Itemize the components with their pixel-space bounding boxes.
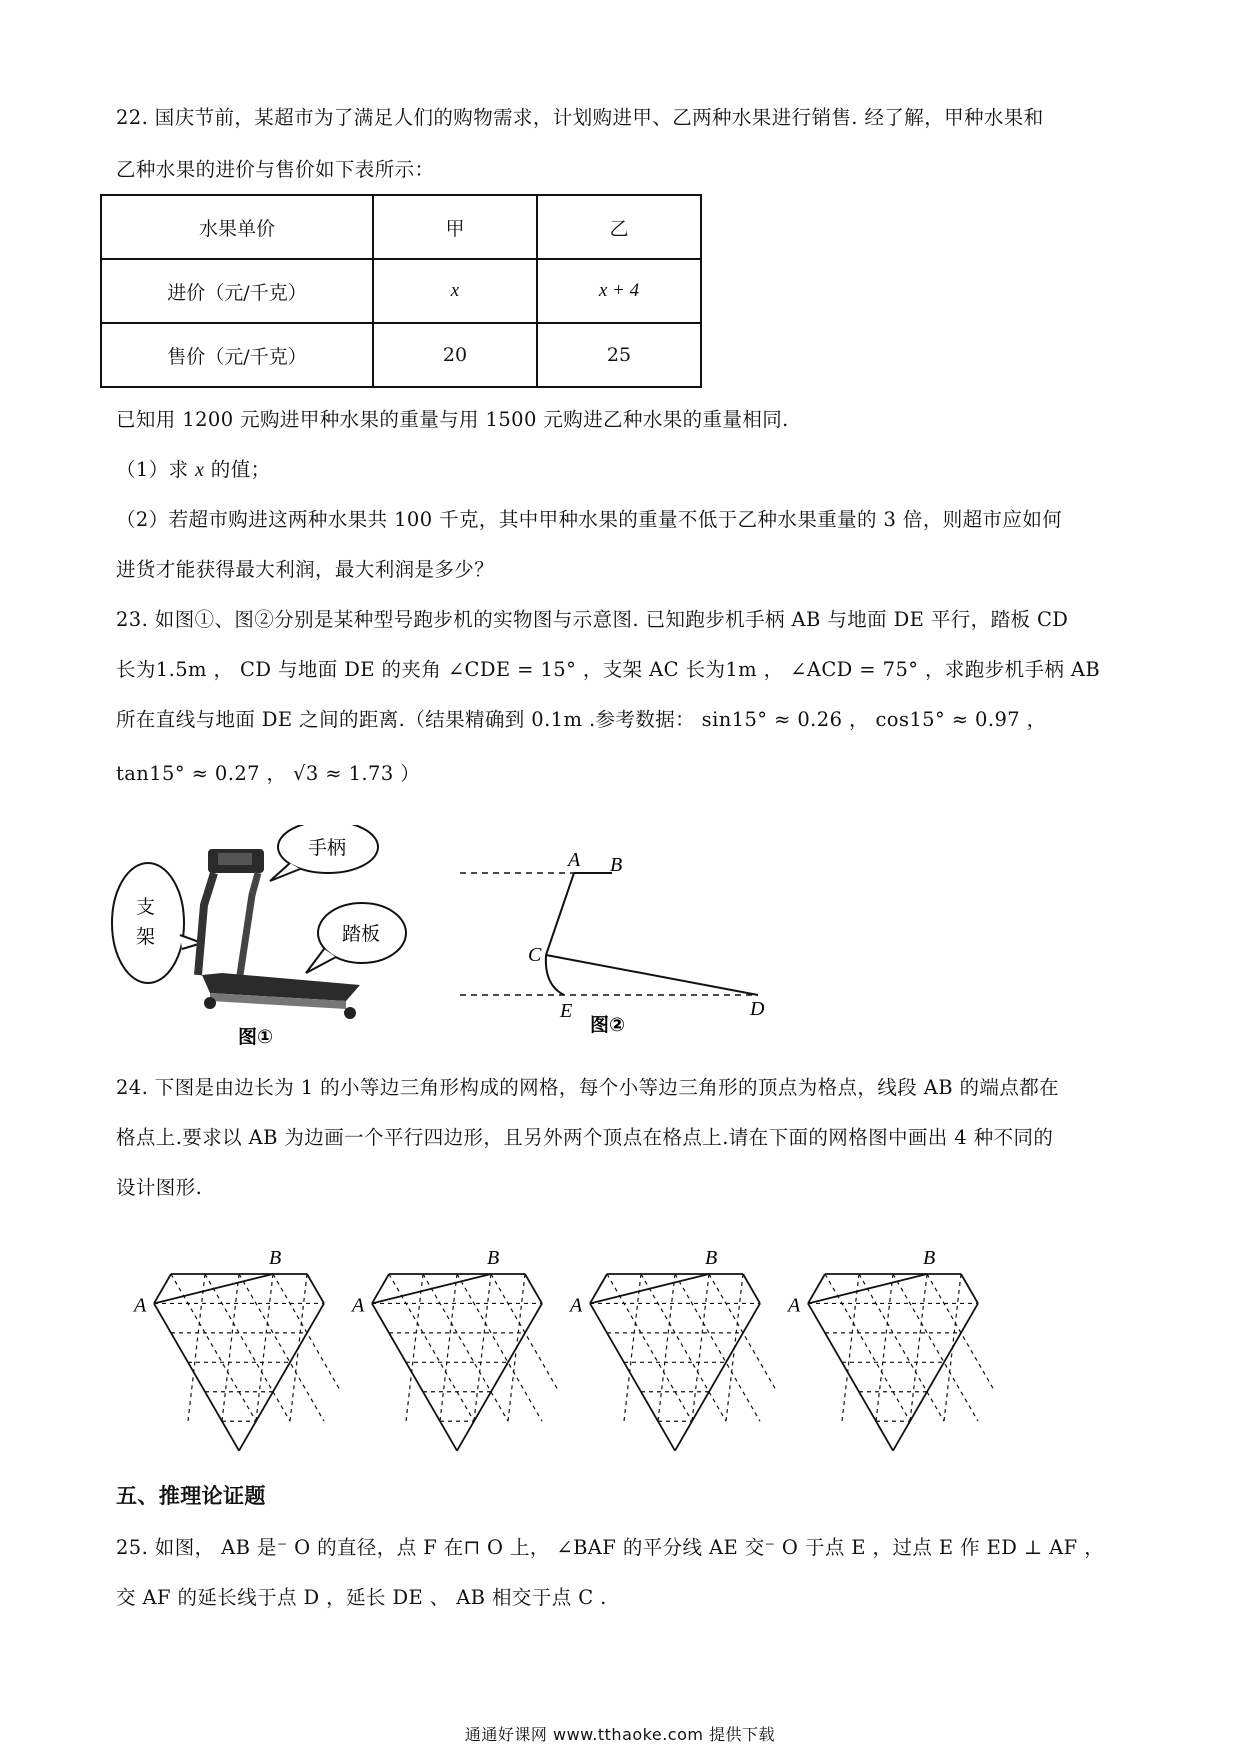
grid-diagonal-line [256,1274,273,1421]
figure-1-caption: 图① [238,1026,274,1048]
q22-sub2-line2: 进货才能获得最大利润，最大利润是多少？ [116,558,495,581]
q25-line2: 交 AF 的延长线于点 D ，延长 DE 、 AB 相交于点 C . [116,1586,607,1609]
grid-diagonal-line [910,1274,927,1421]
grid-diagonal-line [290,1274,307,1421]
grid-diagonal-line [423,1274,508,1421]
grid-diagonal-line [205,1274,290,1421]
price-table [100,194,702,388]
segment-ab [154,1274,273,1303]
grid-diagonal-line [508,1274,525,1421]
grid-diagonal-line [641,1274,726,1421]
grid-diagonal-line [457,1274,542,1421]
grid-lower-left-edge [808,1303,893,1450]
grid-diagonal-line [440,1274,457,1421]
grid-diagonal-line [876,1274,893,1421]
grid-diagonal-line [239,1274,324,1421]
label-a: A [134,1294,147,1317]
table-cell: 售价（元/千克） [101,323,373,387]
grid-diagonal-line [927,1274,994,1421]
grid-upper-right-edge [525,1274,542,1303]
grid-lower-left-edge [154,1303,239,1450]
table-cell: x + 4 [537,259,701,323]
q22-sub1 [116,456,1136,485]
section-5-title: 五、推理论证题 [116,1484,266,1508]
figure-2-caption: 图② [590,1014,626,1036]
handle-bubble-text: 手柄 [308,837,347,859]
pedal-bubble-text: 踏板 [342,923,381,945]
grid-lower-left-edge [372,1303,457,1450]
label-b: B [487,1247,500,1269]
grid-lower-right-edge [675,1303,760,1450]
q24-line2: 格点上.要求以 AB 为边画一个平行四边形，且另外两个顶点在格点上.请在下面的网格图中画出 4 种不同的 [116,1126,1054,1149]
q22-sub1-post: 的值； [210,458,271,481]
schematic-figure [460,845,780,1045]
label-a: A [788,1294,801,1317]
grid-diagonal-line [726,1274,743,1421]
label-b: B [923,1247,936,1269]
q23-line1: 23. 如图①、图②分别是某种型号跑步机的实物图与示意图. 已知跑步机手柄 AB 与地面 DE 平行，踏板 CD [116,608,1069,631]
grid-diagonal-line [859,1274,944,1421]
table-cell: 25 [537,323,701,387]
q23-line3: 所在直线与地面 DE 之间的距离.（结果精确到 0.1m .参考数据： sin15° ≈ 0.26 ， cos15° ≈ 0.97 ， [116,708,1047,731]
q22-line1: 22. 国庆节前，某超市为了满足人们的购物需求，计划购进甲、乙两种水果进行销售. 经了解，甲种水果和 [116,106,1044,129]
q23-line2: 长为1.5m ， CD 与地面 DE 的夹角 ∠CDE = 15° ，支架 AC 长为1m ， ∠ACD = 75° ，求跑步机手柄 AB [116,658,1101,681]
grid-diagonal-line [188,1274,205,1421]
grid-diagonal-line [474,1274,491,1421]
grid-lower-right-edge [893,1303,978,1450]
label-e: E [560,1000,573,1022]
triangle-grid-3[interactable] [566,1238,776,1453]
grid-diagonal-line [222,1274,239,1421]
segment-ac [546,873,574,955]
q22-sub1-pre: （1）求 [116,458,189,481]
q24-line1: 24. 下图是由边长为 1 的小等边三角形构成的网格，每个小等边三角形的顶点为格点，线段 AB 的端点都在 [116,1076,1060,1099]
q24-line3: 设计图形. [116,1176,203,1199]
table-row [101,323,701,387]
triangle-grid-2[interactable] [348,1238,558,1453]
segment-cd [546,955,758,995]
grid-diagonal-line [842,1274,859,1421]
grid-diagonal-line [675,1274,760,1421]
table-row [101,259,701,323]
grid-upper-right-edge [961,1274,978,1303]
label-b: B [705,1247,718,1269]
q22-sub1-var: x [195,460,205,481]
label-a: A [568,849,581,871]
q23-line4: tan15° ≈ 0.27 ， √3 ≈ 1.73 ） [116,762,421,785]
table-cell: x [373,259,537,323]
q22-line3: 已知用 1200 元购进甲种水果的重量与用 1500 元购进乙种水果的重量相同. [116,408,789,431]
grid-diagonal-line [893,1274,978,1421]
grid-diagonal-line [406,1274,423,1421]
grid-diagonal-line [944,1274,961,1421]
support-bubble [112,863,184,983]
label-b: B [610,854,623,876]
support-bubble-text-2: 架 [136,926,156,948]
footer-text: 通通好课网 www.tthaoke.com 提供下载 [464,1725,776,1744]
triangle-grid-1[interactable] [130,1238,340,1453]
support-arc [546,955,564,995]
grid-diagonal-line [692,1274,709,1421]
grid-lower-left-edge [590,1303,675,1450]
grid-diagonal-line [273,1274,340,1421]
q22-sub2-line1: （2）若超市购进这两种水果共 100 千克，其中甲种水果的重量不低于乙种水果重量的 3 倍，则超市应如何 [116,508,1063,531]
support-bubble-text-1: 支 [136,896,156,918]
grid-lower-right-edge [457,1303,542,1450]
segment-ab [372,1274,491,1303]
table-header-cell: 乙 [537,195,701,259]
segment-ab [808,1274,927,1303]
table-header-cell: 水果单价 [101,195,373,259]
grid-upper-right-edge [743,1274,760,1303]
table-header-cell: 甲 [373,195,537,259]
treadmill-figure [110,825,410,1050]
grid-upper-right-edge [307,1274,324,1303]
segment-ab [590,1274,709,1303]
table-cell: 进价（元/千克） [101,259,373,323]
grid-diagonal-line [491,1274,558,1421]
label-a: A [352,1294,365,1317]
grid-diagonal-line [658,1274,675,1421]
q22-line2: 乙种水果的进价与售价如下表所示： [116,158,435,181]
grid-diagonal-line [709,1274,776,1421]
label-a: A [570,1294,583,1317]
label-c: C [528,944,542,966]
label-b: B [269,1247,282,1269]
q25-line1: 25. 如图， AB 是⁻ O 的直径，点 F 在⊓ O 上， ∠BAF 的平分线 AE 交⁻ O 于点 E ，过点 E 作 ED ⊥ AF ， [116,1536,1105,1559]
label-d: D [750,998,765,1020]
grid-diagonal-line [624,1274,641,1421]
table-cell: 20 [373,323,537,387]
grid-lower-right-edge [239,1303,324,1450]
triangle-grid-4[interactable] [784,1238,994,1453]
table-header-row [101,195,701,259]
